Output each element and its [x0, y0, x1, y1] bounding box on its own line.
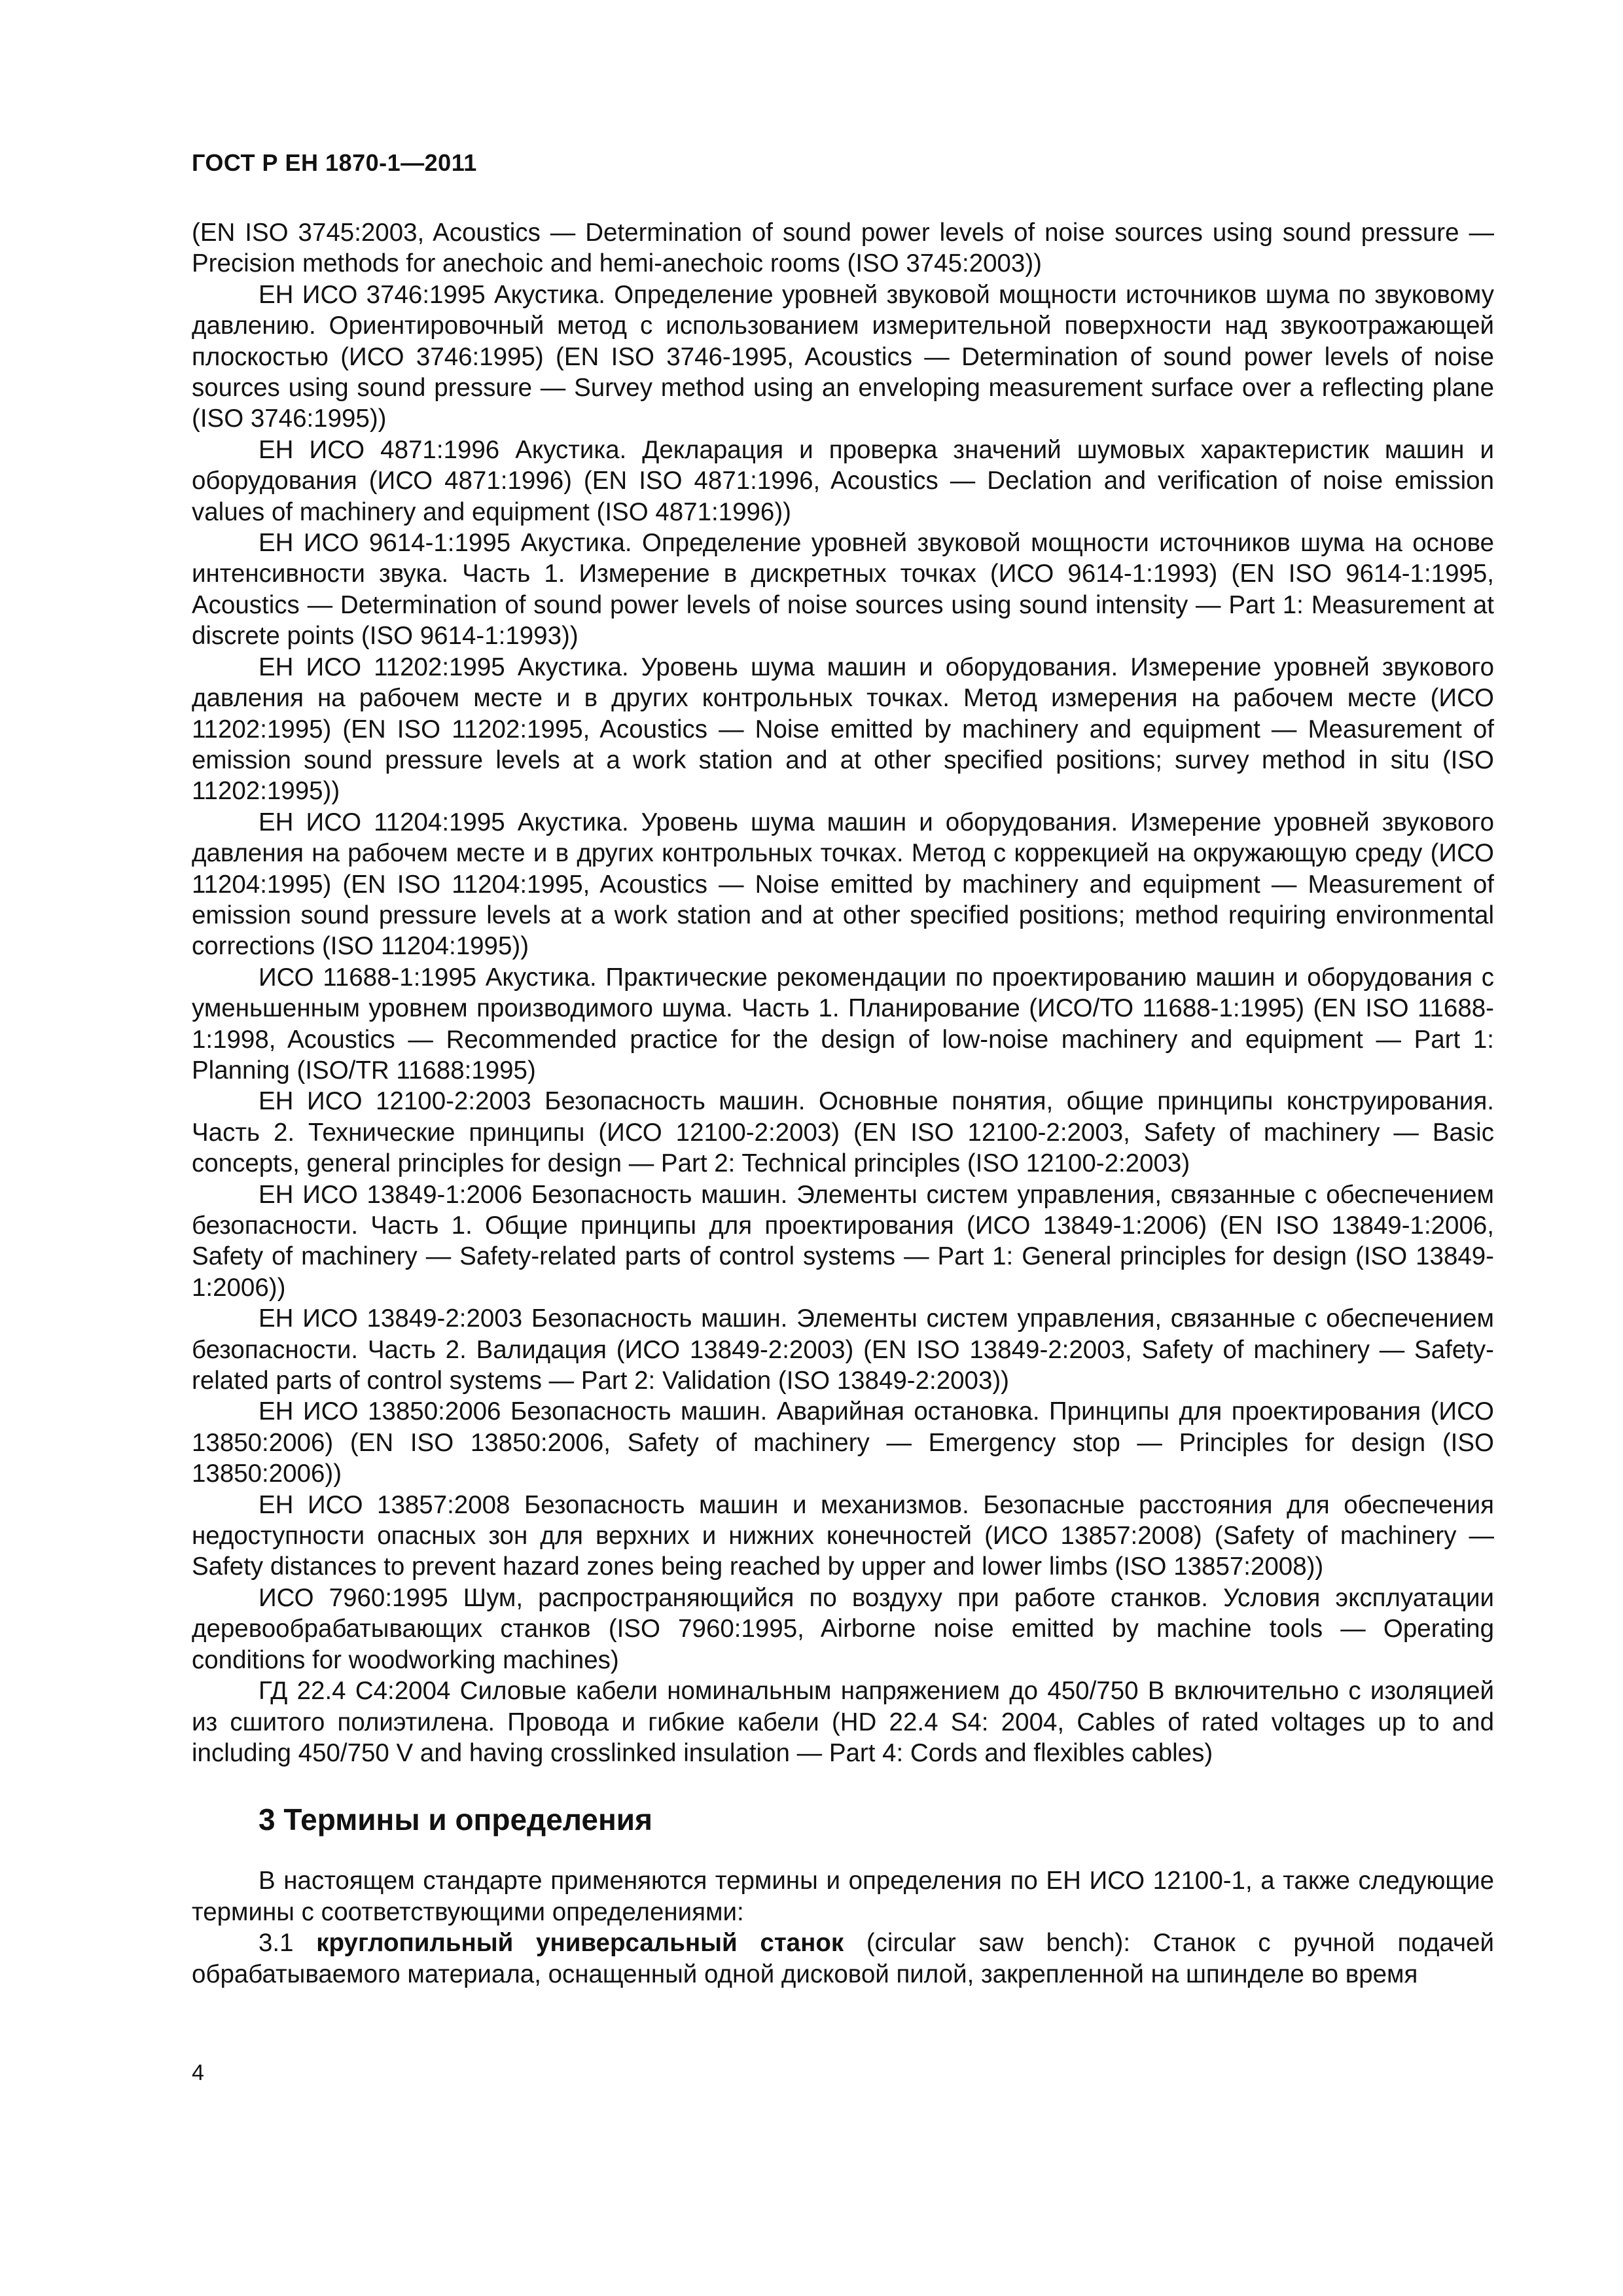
reference-entry: ЕН ИСО 11202:1995 Акустика. Уровень шума машин и оборудования. Измерение уровней звукового давления на рабочем месте и в других контрольных точках. Метод измерения на рабочем месте (ИСО 11202:1995) (EN ISO 11202:1995, Acoustics — Noise emitted by machinery and equipment — Measurement of emission sound pressure levels at a work station and at other specified positions; survey method in situ (ISO 11202:1995)) [192, 653, 1494, 806]
reference-entry: ЕН ИСО 13850:2006 Безопасность машин. Аварийная остановка. Принципы для проектирования (ИСО 13850:2006) (EN ISO 13850:2006, Safety of machinery — Emergency stop — Principles for design (ISO 13850:2006)) [192, 1397, 1494, 1488]
term-number: 3.1 [259, 1929, 294, 1958]
reference-entry: ЕН ИСО 3746:1995 Акустика. Определение уровней звуковой мощности источников шума по звуковому давлению. Ориентировочный метод с использованием измерительной поверхности над звукоотражающей плоскостью (ИСО 3746:1995) (EN ISO 3746-1995, Acoustics — Determination of sound power levels of noise sources using sound pressure — Survey method using an enveloping measurement surface over a reflecting plane (ISO 3746:1995)) [192, 280, 1494, 433]
page-number: 4 [192, 2060, 204, 2085]
document-body [192, 217, 1494, 1990]
reference-entry: ЕН ИСО 9614-1:1995 Акустика. Определение уровней звуковой мощности источников шума на основе интенсивности звука. Часть 1. Измерение в дискретных точках (ИСО 9614-1:1993) (EN ISO 9614-1:1995, Acoustics — Determination of sound power levels of noise sources using sound intensity — Part 1: Measurement at discrete points (ISO 9614-1:1993)) [192, 529, 1494, 651]
reference-entry: (EN ISO 3745:2003, Acoustics — Determination of sound power levels of noise sources using sound pressure — Precision methods for anechoic and hemi-anechoic rooms (ISO 3745:2003)) [192, 219, 1494, 278]
section-intro: В настоящем стандарте применяются термины и определения по ЕН ИСО 12100-1, а также следующие термины с соответствующими определениями: [192, 1867, 1494, 1926]
section-title: 3 Термины и определения [259, 1803, 652, 1837]
reference-entry: ГД 22.4 С4:2004 Силовые кабели номинальным напряжением до 450/750 В включительно с изоляцией из сшитого полиэтилена. Провода и гибкие кабели (HD 22.4 S4: 2004, Cables of rated voltages up to and including 450/750 V and having crosslinked insulation — Part 4: Cords and flexibles cables) [192, 1677, 1494, 1767]
reference-entry: ЕН ИСО 13857:2008 Безопасность машин и механизмов. Безопасные расстояния для обеспечения недоступности опасных зон для верхних и нижних конечностей (ИСО 13857:2008) (Safety of machinery — Safety distances to prevent hazard zones being reached by upper and lower limbs (ISO 13857:2008)) [192, 1490, 1494, 1581]
term-definition [192, 1928, 1494, 1990]
reference-entry: ЕН ИСО 4871:1996 Акустика. Декларация и проверка значений шумовых характеристик машин и оборудования (ИСО 4871:1996) (EN ISO 4871:1996, Acoustics — Declation and verification of noise emission values of machinery and equipment (ISO 4871:1996)) [192, 435, 1494, 526]
reference-entry: ИСО 11688-1:1995 Акустика. Практические рекомендации по проектированию машин и оборудования с уменьшенным уровнем производимого шума. Часть 1. Планирование (ИСО/ТО 11688-1:1995) (EN ISO 11688-1:1998, Acoustics — Recommended practice for the design of low-noise machinery and equipment — Part 1: Planning (ISO/TR 11688:1995) [192, 963, 1494, 1085]
term-name: круглопильный универсальный станок [316, 1929, 844, 1958]
document-header: ГОСТ Р ЕН 1870-1—2011 [192, 149, 477, 176]
reference-entry: ИСО 7960:1995 Шум, распространяющийся по воздуху при работе станков. Условия эксплуатации деревообрабатывающих станков (ISO 7960:1995, Airborne noise emitted by machine tools — Operating conditions for woodworking machines) [192, 1583, 1494, 1674]
reference-entry: ЕН ИСО 13849-2:2003 Безопасность машин. Элементы систем управления, связанные с обеспечением безопасности. Часть 2. Валидация (ИСО 13849-2:2003) (EN ISO 13849-2:2003, Safety of machinery — Safety-related parts of control systems — Part 2: Validation (ISO 13849-2:2003)) [192, 1304, 1494, 1395]
reference-entry: ЕН ИСО 12100-2:2003 Безопасность машин. Основные понятия, общие принципы конструирования. Часть 2. Технические принципы (ИСО 12100-2:2003) (EN ISO 12100-2:2003, Safety of machinery — Basic concepts, general principles for design — Part 2: Technical principles (ISO 12100-2:2003) [192, 1087, 1494, 1178]
reference-entry: ЕН ИСО 11204:1995 Акустика. Уровень шума машин и оборудования. Измерение уровней звукового давления на рабочем месте и в других контрольных точках. Метод с коррекцией на окружающую среду (ИСО 11204:1995) (EN ISO 11204:1995, Acoustics — Noise emitted by machinery and equipment — Measurement of emission sound pressure levels at a work station and at other specified positions; method requiring environmental corrections (ISO 11204:1995)) [192, 808, 1494, 961]
term-definition-text: (circular saw bench): Станок с ручной подачей обрабатываемого материала, оснащенный одной дисковой пилой, закрепленной на шпинделе во время [192, 1929, 1494, 1988]
reference-entry: ЕН ИСО 13849-1:2006 Безопасность машин. Элементы систем управления, связанные с обеспечением безопасности. Часть 1. Общие принципы для проектирования (ИСО 13849-1:2006) (EN ISO 13849-1:2006, Safety of machinery — Safety-related parts of control systems — Part 1: General principles for design (ISO 13849-1:2006)) [192, 1180, 1494, 1302]
